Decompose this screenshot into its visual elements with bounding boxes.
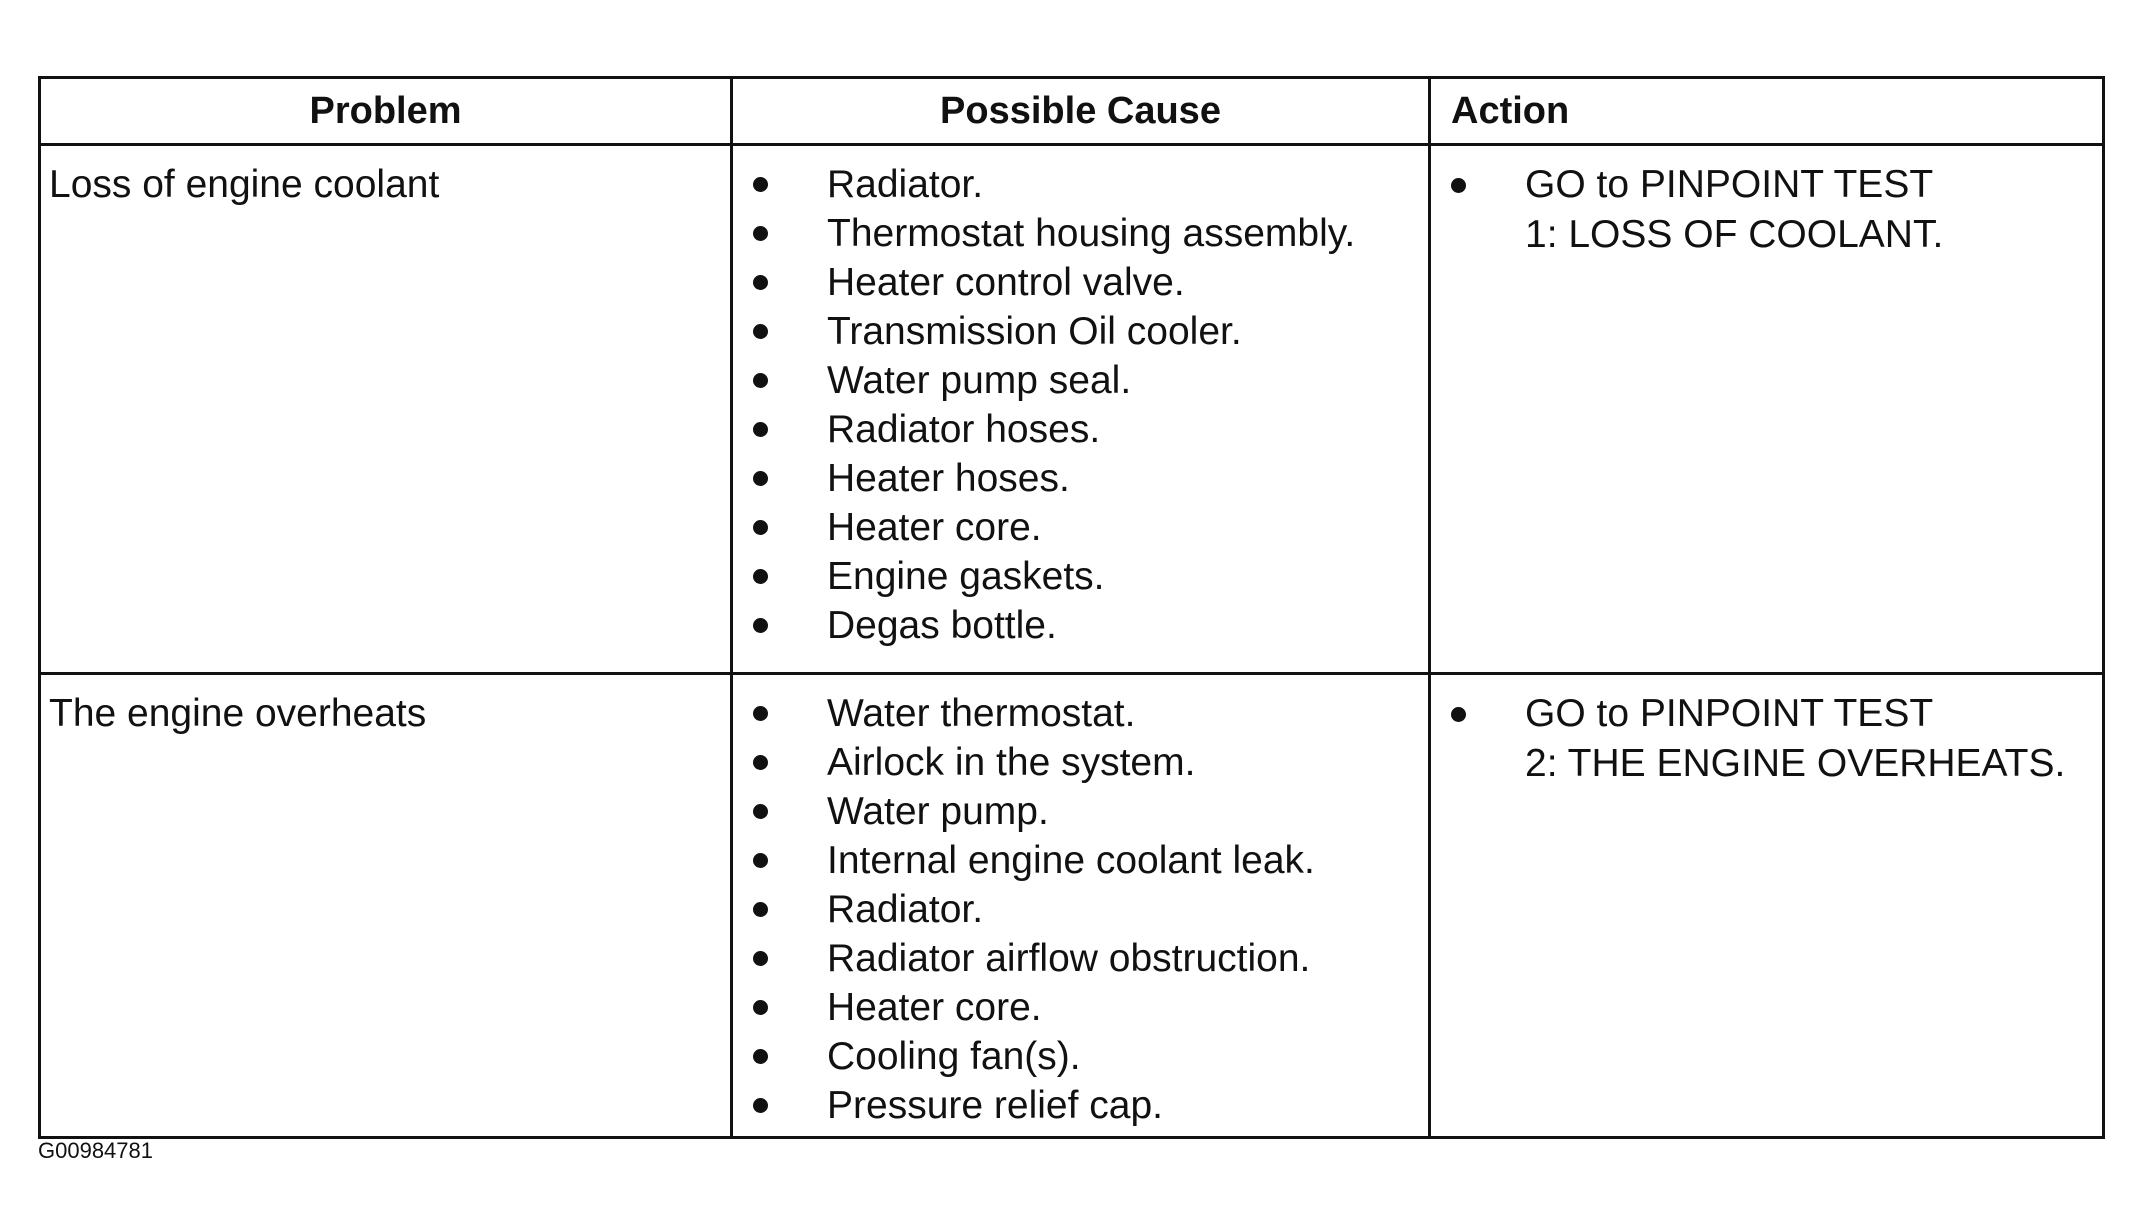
header-possible-cause: Possible Cause: [732, 78, 1430, 145]
action-cell: [1430, 674, 2104, 1138]
bullet-icon: [753, 520, 768, 535]
cause-list: [733, 146, 1428, 650]
bullet-icon: [753, 618, 768, 633]
cause-text: Radiator.: [827, 163, 984, 206]
cause-text: Airlock in the system.: [827, 741, 1196, 784]
cause-text: Radiator.: [827, 888, 984, 931]
list-item: [733, 160, 1428, 209]
cause-text: Heater control valve.: [827, 261, 1185, 304]
bullet-icon: [753, 902, 768, 917]
cause-text: Radiator hoses.: [827, 408, 1101, 451]
cause-text: Water thermostat.: [827, 692, 1136, 735]
bullet-icon: [753, 853, 768, 868]
diagnosis-table: [38, 76, 2105, 1139]
list-item: [733, 836, 1428, 885]
cause-text: Transmission Oil cooler.: [827, 310, 1242, 353]
bullet-icon: [753, 755, 768, 770]
cause-text: Engine gaskets.: [827, 555, 1105, 598]
action-line-2: 1: LOSS OF COOLANT.: [1525, 213, 1944, 256]
list-item: [733, 983, 1428, 1032]
bullet-icon: [753, 471, 768, 486]
list-item: [733, 307, 1428, 356]
cause-list: [733, 675, 1428, 1130]
list-item: [733, 738, 1428, 787]
list-item: [733, 601, 1428, 650]
cause-text: Water pump seal.: [827, 359, 1132, 402]
list-item: [733, 503, 1428, 552]
figure-id: G00984781: [38, 1138, 153, 1163]
table-row: [40, 674, 2104, 1138]
bullet-icon: [753, 1000, 768, 1015]
header-row: [40, 78, 2104, 145]
cause-text: Internal engine coolant leak.: [827, 839, 1315, 882]
list-item: [733, 787, 1428, 836]
bullet-icon: [753, 1049, 768, 1064]
list-item: [733, 1081, 1428, 1130]
list-item: [733, 552, 1428, 601]
problem-cell: Loss of engine coolant: [40, 145, 732, 674]
list-item: [733, 454, 1428, 503]
bullet-icon: [753, 177, 768, 192]
action-cell: [1430, 145, 2104, 674]
bullet-icon: [753, 226, 768, 241]
bullet-icon: [753, 422, 768, 437]
cause-text: Pressure relief cap.: [827, 1084, 1163, 1127]
bullet-icon: [753, 1098, 768, 1113]
bullet-icon: [753, 324, 768, 339]
bullet-icon: [753, 804, 768, 819]
cause-text: Radiator airflow obstruction.: [827, 937, 1311, 980]
cause-cell: [732, 674, 1430, 1138]
bullet-icon: [753, 373, 768, 388]
list-item: [733, 689, 1428, 738]
action-line-1: GO to PINPOINT TEST: [1525, 163, 1934, 206]
cause-cell: [732, 145, 1430, 674]
list-item: [733, 1032, 1428, 1081]
cause-text: Heater core.: [827, 506, 1042, 549]
list-item: [733, 258, 1428, 307]
action-item: [1431, 675, 2102, 789]
header-problem: Problem: [40, 78, 732, 145]
bullet-icon: [1451, 178, 1466, 193]
cause-text: Heater hoses.: [827, 457, 1070, 500]
bullet-icon: [753, 706, 768, 721]
table-row: [40, 145, 2104, 674]
bullet-icon: [753, 275, 768, 290]
problem-cell: The engine overheats: [40, 674, 732, 1138]
action-line-2: 2: THE ENGINE OVERHEATS.: [1525, 742, 2066, 785]
cause-text: Heater core.: [827, 986, 1042, 1029]
list-item: [733, 885, 1428, 934]
header-action: Action: [1430, 78, 2104, 145]
action-item: [1431, 146, 2102, 260]
cause-text: Cooling fan(s).: [827, 1035, 1081, 1078]
action-line-1: GO to PINPOINT TEST: [1525, 692, 1934, 735]
bullet-icon: [753, 951, 768, 966]
bullet-icon: [1451, 707, 1466, 722]
cause-text: Thermostat housing assembly.: [827, 212, 1356, 255]
bullet-icon: [753, 569, 768, 584]
list-item: [733, 934, 1428, 983]
list-item: [733, 356, 1428, 405]
cause-text: Water pump.: [827, 790, 1049, 833]
list-item: [733, 405, 1428, 454]
list-item: [733, 209, 1428, 258]
cause-text: Degas bottle.: [827, 604, 1057, 647]
